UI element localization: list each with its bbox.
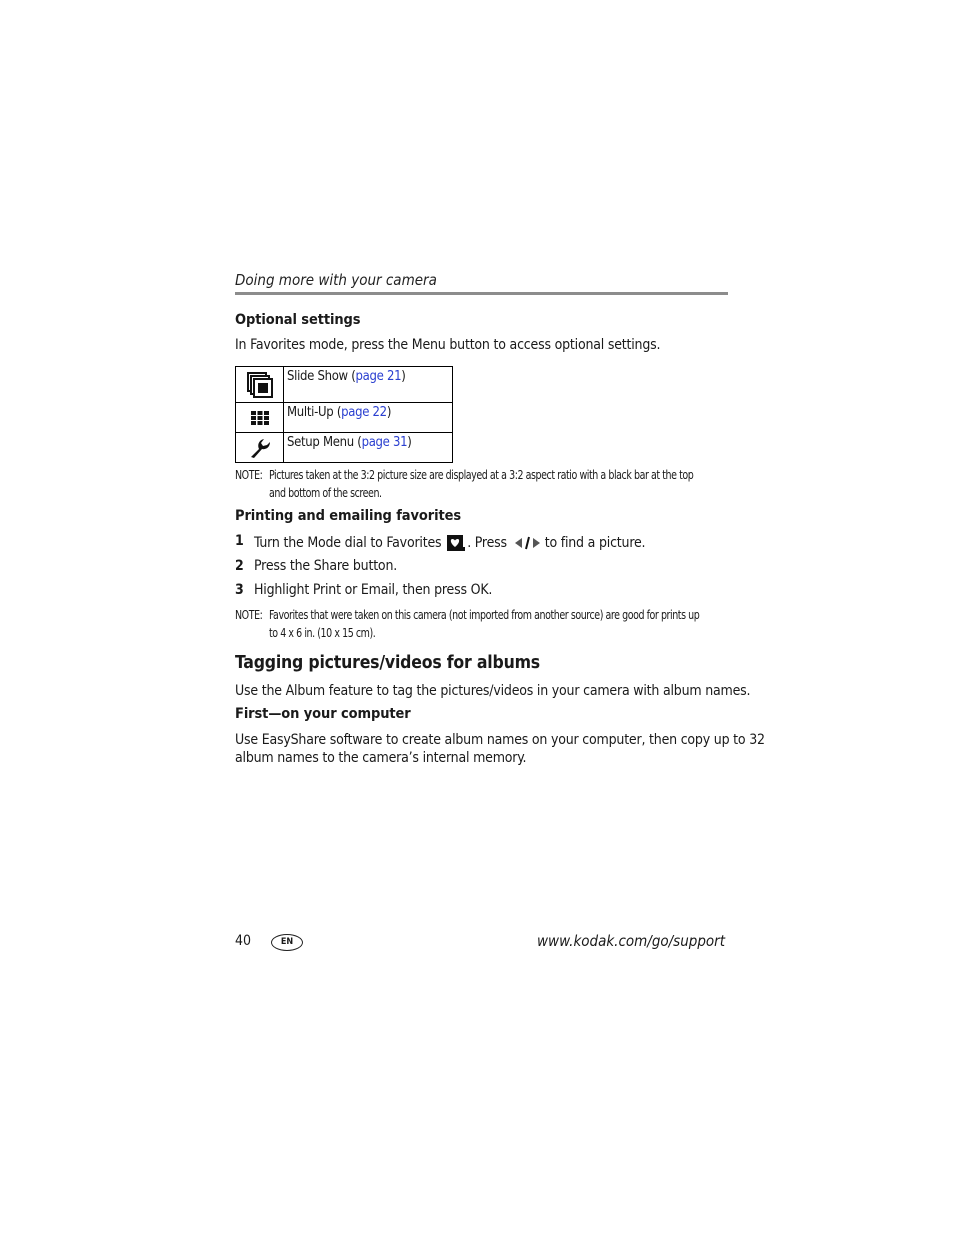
step-3-text: Highlight Print or Email, then press OK. bbox=[254, 582, 493, 598]
support-url[interactable]: www.kodak.com/go/support bbox=[537, 932, 725, 950]
header-rule bbox=[235, 292, 728, 295]
step-1-text-b: . Press bbox=[467, 535, 507, 551]
slide-show-label: Slide Show ( bbox=[287, 369, 356, 384]
step-1-text-c: to find a picture. bbox=[544, 535, 646, 551]
setup-menu-label: Setup Menu ( bbox=[287, 435, 362, 450]
slide-show-icon bbox=[236, 367, 284, 403]
optional-settings-intro: In Favorites mode, press the Menu button to access optional settings. bbox=[235, 337, 661, 353]
note-label: NOTE: bbox=[235, 608, 263, 622]
step-1-text-a: Turn the Mode dial to Favorites bbox=[254, 535, 442, 551]
page-number: 40 bbox=[235, 933, 252, 949]
optional-settings-table bbox=[235, 366, 453, 463]
table-row bbox=[236, 433, 453, 463]
table-row bbox=[236, 403, 453, 433]
step-number: 3 bbox=[235, 582, 244, 598]
step-number: 1 bbox=[235, 533, 244, 549]
setup-menu-row-label bbox=[284, 433, 453, 463]
table-row bbox=[236, 367, 453, 403]
left-right-arrows-icon bbox=[514, 536, 542, 550]
slide-show-page-link[interactable]: page 21 bbox=[355, 369, 402, 384]
note-text-line1: Pictures taken at the 3:2 picture size are displayed at a 3:2 aspect ratio with a black bar at the top bbox=[269, 468, 694, 482]
slide-show-row-label bbox=[284, 367, 453, 403]
multi-up-icon bbox=[236, 403, 284, 433]
step-2-text: Press the Share button. bbox=[254, 558, 398, 574]
favorites-icon bbox=[446, 533, 466, 552]
first-on-computer-heading: First—on your computer bbox=[235, 706, 411, 722]
multi-up-page-link[interactable]: page 22 bbox=[341, 405, 387, 420]
optional-settings-heading: Optional settings bbox=[235, 312, 361, 328]
step-number: 2 bbox=[235, 558, 244, 574]
paren-close: ) bbox=[401, 369, 406, 384]
printing-heading: Printing and emailing favorites bbox=[235, 508, 461, 524]
tagging-body-line2: album names to the camera’s internal memory. bbox=[235, 750, 527, 766]
note-text-line2: to 4 x 6 in. (10 x 15 cm). bbox=[269, 626, 376, 640]
setup-menu-page-link[interactable]: page 31 bbox=[361, 435, 408, 450]
tagging-body-line1: Use EasyShare software to create album names on your computer, then copy up to 32 bbox=[235, 732, 765, 748]
paren-close: ) bbox=[386, 405, 392, 420]
multi-up-label: Multi-Up ( bbox=[287, 405, 342, 420]
tagging-heading: Tagging pictures/videos for albums bbox=[235, 653, 540, 673]
tagging-intro: Use the Album feature to tag the pictures/videos in your camera with album names. bbox=[235, 683, 751, 699]
note-text-line1: Favorites that were taken on this camera (not imported from another source) are good for prints up bbox=[269, 608, 700, 622]
step-1-text bbox=[254, 533, 645, 552]
setup-menu-icon bbox=[236, 433, 284, 463]
multi-up-row-label bbox=[284, 403, 453, 433]
language-badge: EN bbox=[271, 934, 303, 951]
note-text-line2: and bottom of the screen. bbox=[269, 486, 382, 500]
note-label: NOTE: bbox=[235, 468, 263, 482]
section-title: Doing more with your camera bbox=[235, 271, 437, 289]
paren-close: ) bbox=[407, 435, 412, 450]
